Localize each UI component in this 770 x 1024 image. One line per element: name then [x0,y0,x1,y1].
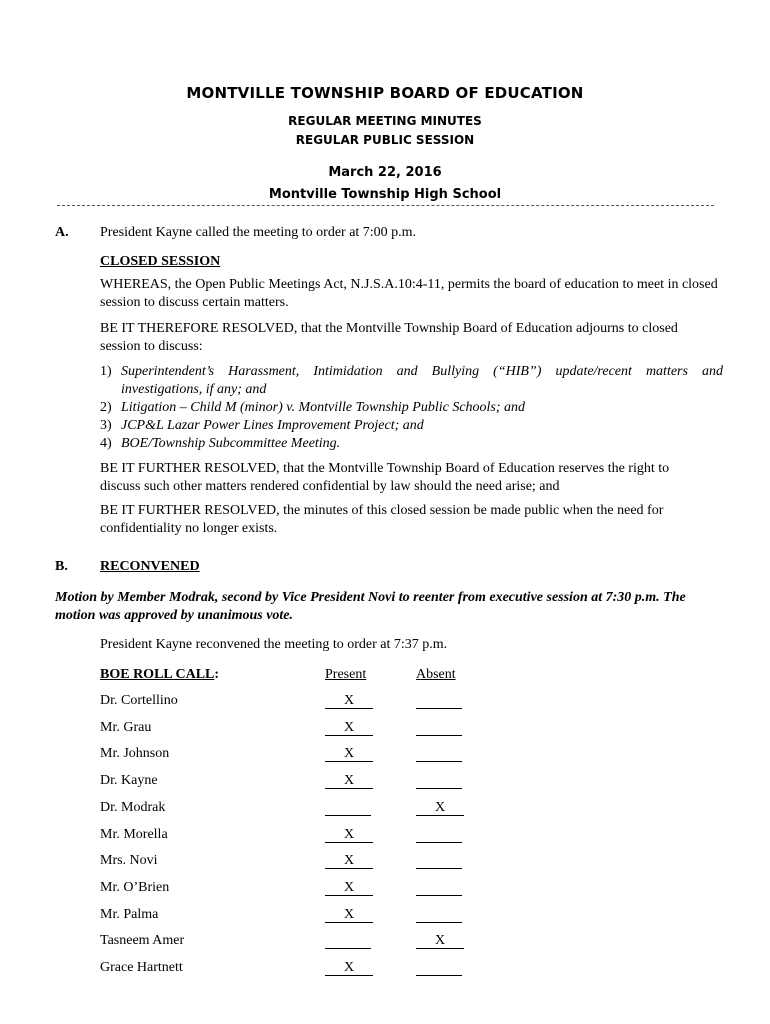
member-name: Mr. Morella [100,827,168,842]
absent-blank [416,906,462,923]
present-cell [325,799,371,822]
present-blank [325,799,371,816]
present-cell [325,852,373,870]
whereas-text: the Open Public Meetings Act, N.J.S.A.10:4-11, permits the board of education to meet in closed session to discuss certain matters. [100,277,718,310]
member-name: Mr. Palma [100,907,159,922]
roll-call-heading-text: BOE ROLL CALL [100,667,215,682]
present-cell [325,932,371,955]
member-name: Mr. Johnson [100,746,170,761]
present-cell [325,692,373,710]
member-name: Dr. Cortellino [100,693,178,708]
further-resolved-1: BE IT FURTHER RESOLVED, that the Montville Township Board of Education reserves the right to discuss such other matters rendered confidential by law should the need arise; and [100,461,670,494]
absent-cell [416,879,462,902]
dashed-divider [57,205,714,206]
present-mark: X [325,745,373,762]
present-mark: X [325,826,373,843]
present-cell [325,879,373,897]
absent-cell [416,852,462,875]
list-item: Litigation – Child M (minor) v. Montville Township Public Schools; and [121,400,526,415]
absent-mark: X [416,799,464,816]
present-column-header: Present [325,667,367,682]
present-mark: X [325,692,373,709]
document-type: REGULAR MEETING MINUTES [288,114,482,128]
document-title: MONTVILLE TOWNSHIP BOARD OF EDUCATION [186,84,584,102]
reconvened-heading: RECONVENED [100,559,200,574]
absent-cell [416,799,464,817]
present-mark: X [325,852,373,869]
list-item: BOE/Township Subcommittee Meeting. [121,436,341,451]
absent-blank [416,719,462,736]
present-mark: X [325,959,373,976]
member-name: Dr. Modrak [100,800,166,815]
list-item: Superintendent’s Harassment, Intimidation and Bullying (“HIB”) update/recent matters and investigations, if any; and [121,364,723,397]
meeting-location: Montville Township High School [268,187,502,202]
present-mark: X [325,719,373,736]
absent-cell [416,932,464,950]
member-name: Dr. Kayne [100,773,158,788]
section-a-letter: A. [55,225,69,240]
present-cell [325,959,373,977]
absent-blank [416,959,462,976]
absent-mark: X [416,932,464,949]
absent-blank [416,879,462,896]
present-cell [325,826,373,844]
present-mark: X [325,906,373,923]
motion-text: Motion by Member Modrak, second by Vice President Novi to reenter from executive session at 7:30 p.m. The motion was approved by unanimous vote. [55,590,686,623]
list-item-number: 1) [100,364,112,379]
absent-blank [416,745,462,762]
absent-cell [416,692,462,715]
further-resolved-2: BE IT FURTHER RESOLVED, the minutes of this closed session be made public when the need for confidentiality no longer exists. [100,503,664,536]
member-name: Mr. O’Brien [100,880,170,895]
reconvened-text: President Kayne reconvened the meeting to order at 7:37 p.m. [100,637,448,652]
absent-cell [416,719,462,742]
absent-blank [416,692,462,709]
list-item-number: 2) [100,400,112,415]
whereas-lead: WHEREAS, [100,277,172,292]
roll-call-heading [100,666,219,684]
present-cell [325,906,373,924]
absent-cell [416,772,462,795]
present-cell [325,719,373,737]
absent-blank [416,852,462,869]
resolved-text: that the Montville Township Board of Education adjourns to closed session to discuss: [100,321,678,354]
member-name: Mr. Grau [100,720,152,735]
list-item-number: 3) [100,418,112,433]
present-mark: X [325,772,373,789]
absent-cell [416,959,462,982]
meeting-date: March 22, 2016 [328,165,442,180]
roll-call-colon: : [214,667,220,682]
absent-cell [416,906,462,929]
section-b-letter: B. [55,559,68,574]
resolved-lead: BE IT THEREFORE RESOLVED, [100,321,298,336]
member-name: Mrs. Novi [100,853,158,868]
member-name: Grace Hartnett [100,960,183,975]
present-cell [325,772,373,790]
present-mark: X [325,879,373,896]
absent-cell [416,745,462,768]
member-name: Tasneem Amer [100,933,185,948]
absent-blank [416,772,462,789]
resolved-paragraph [100,320,700,356]
absent-column-header: Absent [416,667,456,682]
whereas-paragraph [100,276,720,312]
call-to-order-text: President Kayne called the meeting to order at 7:00 p.m. [100,225,417,240]
list-item-number: 4) [100,436,112,451]
absent-cell [416,826,462,849]
closed-session-heading: CLOSED SESSION [100,254,221,269]
absent-blank [416,826,462,843]
list-item: JCP&L Lazar Power Lines Improvement Project; and [121,418,424,433]
present-cell [325,745,373,763]
session-type: REGULAR PUBLIC SESSION [295,133,475,147]
present-blank [325,932,371,949]
